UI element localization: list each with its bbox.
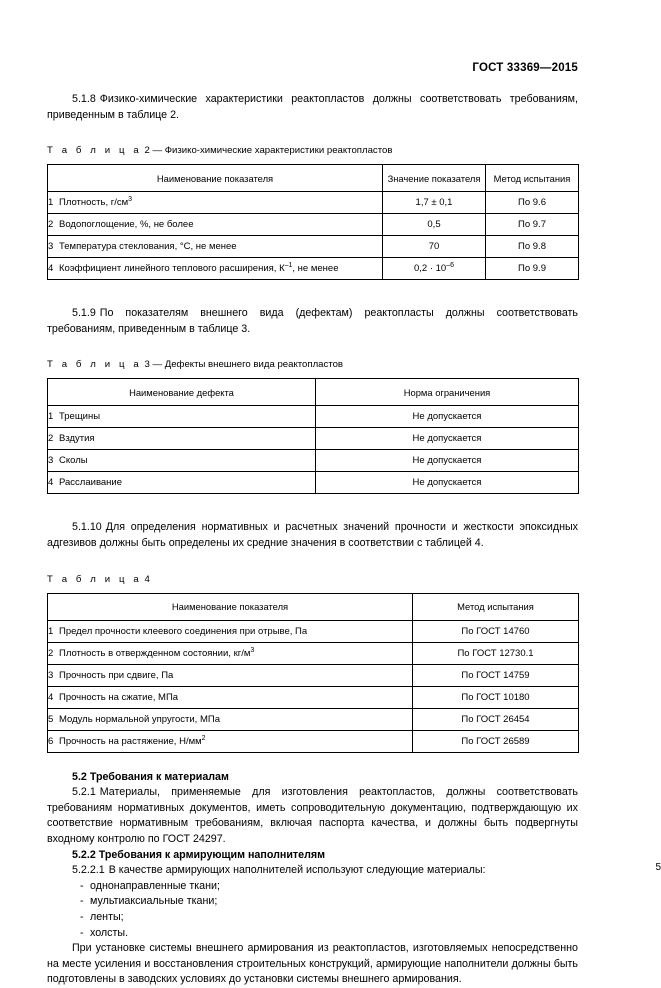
- table-2-cell-value: 1,7 ± 0,1: [383, 192, 486, 214]
- table-2-cell-method: По 9.8: [486, 236, 579, 258]
- table-2-caption: [47, 144, 578, 157]
- table-4-cell-method: По ГОСТ 26589: [413, 730, 579, 752]
- table-2-header-row: [48, 165, 579, 192]
- table-row: [48, 192, 579, 214]
- table-4-cell-method: По ГОСТ 10180: [413, 686, 579, 708]
- dash-bullet-icon: -: [80, 910, 84, 923]
- clause-5-1-9-number: 5.1.9: [72, 307, 96, 320]
- table-3-header-name: Наименование дефекта: [48, 379, 316, 406]
- table-4-header-row: [48, 593, 579, 620]
- table-row: [48, 258, 579, 280]
- table-2-cell-name: 1 Плотность, $г/см^3$: [48, 192, 383, 214]
- table-2-header-value: Значение показателя: [383, 165, 486, 192]
- table-4-cell-name: 6 Прочность на растяжение, $Н/мм^2$: [48, 730, 413, 752]
- clause-5-2-1: [47, 785, 578, 847]
- page-content: [47, 0, 578, 988]
- clause-5-1-8-number: 5.1.8: [72, 93, 96, 105]
- table-4-caption-number: 4: [144, 573, 150, 585]
- clause-5-1-8: [47, 92, 578, 123]
- table-row: [48, 472, 579, 494]
- table-4-cell-name: 1 Предел прочности клеевого соединения при отрыве, Па: [48, 620, 413, 642]
- clause-5-1-9-text: По показателям внешнего вида (дефектам) реактопласты должны соответствовать требованиям, приведенным в таблице 3.: [47, 307, 578, 335]
- table-row: [48, 214, 579, 236]
- section-5-2-2-heading: 5.2.2 Требования к армирующим наполнителям: [72, 848, 326, 861]
- clause-5-1-8-text: Физико-химические характеристики реактопластов должны соответствовать требованиям, приведенным в таблице 2.: [47, 93, 578, 121]
- table-2-cell-value: $0,2 \cdot 10^{-6}$: [383, 258, 486, 280]
- dash-bullet-icon: -: [80, 895, 84, 908]
- table-4-cell-name: 2 Плотность в отвержденном состоянии, $кг/м^3$: [48, 642, 413, 664]
- table-row: [48, 730, 579, 752]
- table-4-cell-method: По ГОСТ 12730.1: [413, 642, 579, 664]
- table-3-cell-name: 2 Вздутия: [48, 428, 316, 450]
- dash-bullet-icon: -: [80, 879, 84, 892]
- table-3-cell-norm: Не допускается: [316, 428, 579, 450]
- document-header: ГОСТ 33369—2015: [472, 62, 578, 74]
- table-4-caption: [47, 573, 578, 586]
- table-4-cell-method: По ГОСТ 26454: [413, 708, 579, 730]
- table-3-header-norm: Норма ограничения: [316, 379, 579, 406]
- table-2: [47, 164, 579, 280]
- table-4-header-method: Метод испытания: [413, 593, 579, 620]
- table-row: [48, 642, 579, 664]
- table-row: [48, 664, 579, 686]
- table-2-cell-name: 3 Температура стеклования, °С, не менее: [48, 236, 383, 258]
- table-4-caption-word: Т а б л и ц а: [47, 573, 142, 585]
- table-row: [48, 236, 579, 258]
- table-3-cell-name: 1 Трещины: [48, 406, 316, 428]
- page-number: 5: [655, 862, 661, 873]
- table-2-caption-title: — Физико-химические характеристики реактопластов: [152, 145, 393, 157]
- dash-bullet-icon: -: [80, 926, 84, 939]
- list-item: - однонаправленные ткани;: [47, 879, 578, 895]
- clause-5-2-2-1-number: 5.2.2.1: [72, 864, 105, 877]
- table-row: [48, 620, 579, 642]
- table-row: [48, 406, 579, 428]
- table-row: [48, 428, 579, 450]
- table-2-cell-name: 2 Водопоглощение, %, не более: [48, 214, 383, 236]
- table-4-cell-method: По ГОСТ 14760: [413, 620, 579, 642]
- list-item: - холсты.: [47, 926, 578, 942]
- table-2-caption-word: Т а б л и ц а: [47, 145, 142, 157]
- final-paragraph: При установке системы внешнего армирования из реактопластов, изготовляемых непосредственно на месте усиления и восстановления строительных конструкций, армирующие наполнители должны быть подготовлены в заводских условиях до установки системы внешнего армирования.: [47, 942, 578, 986]
- table-2-cell-value: 0,5: [383, 214, 486, 236]
- table-2-cell-method: По 9.9: [486, 258, 579, 280]
- clause-5-1-10-text: Для определения нормативных и расчетных значений прочности и жесткости эпоксидных адгезивов должны быть определены их средние значения в соответствии с таблицей 4.: [47, 521, 578, 549]
- list-item: - ленты;: [47, 910, 578, 926]
- clause-5-2-1-text: Материалы, применяемые для изготовления реактопластов, должны соответствовать требованиям нормативных документов, иметь сопроводительную документацию, подтверждающую их соответствие нормативным требованиям, включая паспорта качества, и должны быть подвергнуты входному контролю по ГОСТ 24297.: [47, 786, 578, 845]
- table-2-cell-name: 4 Коэффициент линейного теплового расширения, $К^{-1}$, не менее: [48, 258, 383, 280]
- table-4-header-name: Наименование показателя: [48, 593, 413, 620]
- table-3-cell-norm: Не допускается: [316, 450, 579, 472]
- table-3-caption-word: Т а б л и ц а: [47, 359, 142, 371]
- section-5-2-heading: 5.2 Требования к материалам: [72, 770, 229, 783]
- table-2-cell-method: По 9.7: [486, 214, 579, 236]
- table-2-header-method: Метод испытания: [486, 165, 579, 192]
- clause-5-2-1-number: 5.2.1: [72, 786, 96, 799]
- clause-5-1-9: [47, 306, 578, 337]
- table-3-caption-title: — Дефекты внешнего вида реактопластов: [152, 359, 344, 371]
- table-4-cell-name: 3 Прочность при сдвиге, Па: [48, 664, 413, 686]
- table-3-caption-number: 3: [144, 359, 150, 371]
- table-4-cell-method: По ГОСТ 14759: [413, 664, 579, 686]
- table-3: [47, 378, 579, 494]
- clause-5-1-10: [47, 520, 578, 551]
- list-item: - мультиаксиальные ткани;: [47, 894, 578, 910]
- table-2-caption-number: 2: [144, 145, 150, 157]
- table-2-header-name: Наименование показателя: [48, 165, 383, 192]
- table-3-cell-name: 3 Сколы: [48, 450, 316, 472]
- table-3-caption: [47, 358, 578, 371]
- clause-5-1-10-number: 5.1.10: [72, 521, 102, 534]
- table-3-cell-name: 4 Расслаивание: [48, 472, 316, 494]
- clause-5-2-2-1: [47, 863, 578, 879]
- table-3-cell-norm: Не допускается: [316, 406, 579, 428]
- table-4: [47, 593, 579, 753]
- clause-5-2-2-1-text: В качестве армирующих наполнителей используют следующие материалы:: [108, 864, 486, 877]
- table-3-cell-norm: Не допускается: [316, 472, 579, 494]
- table-row: [48, 708, 579, 730]
- table-row: [48, 686, 579, 708]
- table-3-header-row: [48, 379, 579, 406]
- table-2-cell-value: 70: [383, 236, 486, 258]
- table-row: [48, 450, 579, 472]
- table-4-cell-name: 4 Прочность на сжатие, МПа: [48, 686, 413, 708]
- table-2-cell-method: По 9.6: [486, 192, 579, 214]
- table-4-cell-name: 5 Модуль нормальной упругости, МПа: [48, 708, 413, 730]
